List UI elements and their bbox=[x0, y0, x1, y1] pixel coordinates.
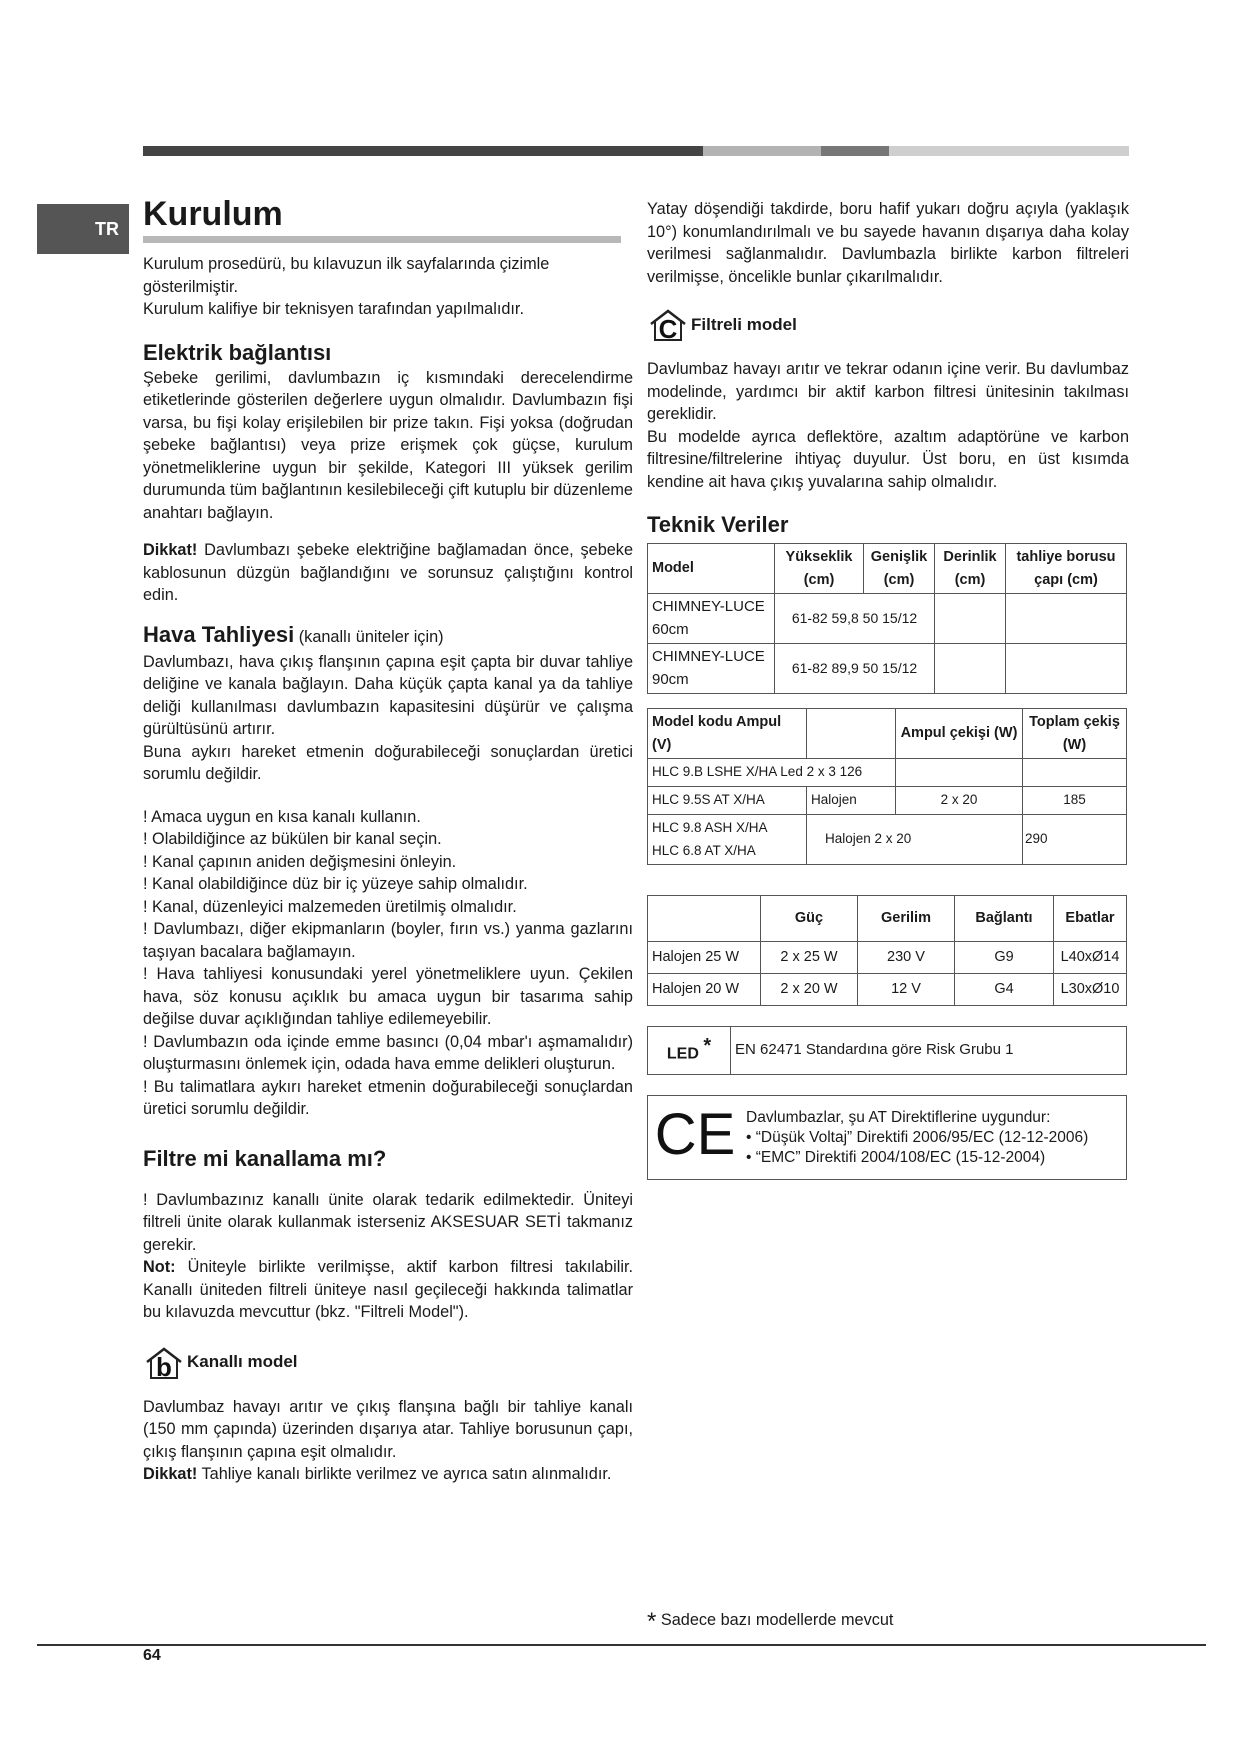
table-cell: HLC 9.B LSHE X/HA Led 2 x 3 126 bbox=[648, 759, 896, 787]
list-item: ! Amaca uygun en kısa kanalı kullanın. bbox=[143, 807, 421, 826]
ducted-house-icon bbox=[143, 1346, 185, 1380]
language-tab-label: TR bbox=[95, 218, 119, 239]
ce-line: Davlumbazlar, şu AT Direktiflerine uygundur: bbox=[746, 1108, 1051, 1126]
led-table bbox=[647, 1026, 1127, 1075]
list-item: ! Hava tahliyesi konusundaki yerel yönetmeliklere uyun. Çekilen hava, söz konusu açıklık bu amaca uygun bir tasarıma sahip değilse duvar açıklığından tahliye edilemeyebilir. bbox=[143, 965, 633, 1028]
table-header: Derinlik (cm) bbox=[935, 544, 1006, 594]
warning-text: Davlumbazı şebeke elektriğine bağlamadan önce, şebeke kablosunun düzgün bağlandığını ve sorunsuz çalıştığını kontrol edin. bbox=[143, 541, 633, 604]
table-cell bbox=[896, 759, 1023, 787]
table-cell: L30xØ10 bbox=[1054, 974, 1127, 1006]
section-title-hava bbox=[143, 621, 633, 651]
table-cell: Halojen 25 W bbox=[648, 942, 761, 974]
list-item: ! Kanal çapının aniden değişmesini önleyin. bbox=[143, 852, 457, 871]
footer-rule bbox=[37, 1644, 1206, 1646]
ce-text-cell bbox=[742, 1096, 1127, 1180]
model-code: HLC 9.8 ASH X/HA bbox=[652, 820, 768, 835]
section-title-kurulum: Kurulum bbox=[143, 195, 283, 233]
table-cell: CHIMNEY-LUCE 60cm bbox=[648, 594, 775, 644]
filtre-note bbox=[143, 1256, 633, 1324]
table-row bbox=[648, 1096, 1127, 1180]
language-tab bbox=[37, 204, 129, 254]
table-row bbox=[648, 1027, 1127, 1075]
table-cell: HLC 9.5S AT X/HA bbox=[648, 787, 807, 815]
table-cell: 61-82 89,9 50 15/12 bbox=[775, 644, 935, 694]
table-header: Model bbox=[648, 544, 775, 594]
warning-label: Dikkat! bbox=[143, 541, 198, 559]
hava-title-text: Hava Tahliyesi bbox=[143, 621, 295, 647]
table-cell: 2 x 20 W bbox=[761, 974, 858, 1006]
hava-p2: Buna aykırı hareket etmenin doğurabileceği sonuçlardan üretici sorumlu değildir. bbox=[143, 742, 633, 783]
table-cell: 290 bbox=[1023, 815, 1127, 865]
table-header: Ebatlar bbox=[1054, 896, 1127, 942]
section-title-teknik: Teknik Veriler bbox=[647, 512, 789, 537]
table-cell bbox=[1006, 644, 1127, 694]
kanalli-p1: Davlumbaz havayı arıtır ve çıkış flanşına bağlı bir tahliye kanalı (150 mm çapında) üzerinden dışarıya atar. Tahliye borusunun çapı, çıkış flanşının çapına eşit olmalıdır. bbox=[143, 1397, 633, 1461]
header-bar-light bbox=[703, 146, 821, 156]
kurulum-p1: Kurulum prosedürü, bu kılavuzun ilk sayfalarında çizimle gösterilmiştir. bbox=[143, 255, 550, 296]
ce-mark-text: CE bbox=[654, 1101, 736, 1167]
dimensions-table bbox=[647, 543, 1127, 694]
list-item: ! Davlumbazı, diğer ekipmanların (boyler, fırın vs.) yanma gazlarını taşıyan bacalara bağlamayın. bbox=[143, 920, 633, 961]
filtre-p1: ! Davlumbazınız kanallı ünite olarak tedarik edilmektedir. Üniteyi filtreli ünite olarak kullanmak isterseniz AKSESUAR SETİ takmanız gerekir. bbox=[143, 1190, 633, 1254]
table-header: Ampul çekişi (W) bbox=[896, 709, 1023, 759]
table-header bbox=[648, 896, 761, 942]
page-number: 64 bbox=[143, 1647, 161, 1664]
ce-line: • “EMC” Direktifi 2004/108/EC (15-12-2004) bbox=[746, 1148, 1046, 1166]
table-header: Güç bbox=[761, 896, 858, 942]
kanalli-heading bbox=[143, 1346, 633, 1380]
table-header: Yükseklik (cm) bbox=[775, 544, 864, 594]
led-star: * bbox=[703, 1035, 712, 1058]
table-cell: Halojen 20 W bbox=[648, 974, 761, 1006]
table-cell: 2 x 20 bbox=[896, 787, 1023, 815]
right-column bbox=[647, 198, 1129, 1180]
lamp-table bbox=[647, 708, 1127, 865]
table-cell: L40xØ14 bbox=[1054, 942, 1127, 974]
table-cell: Halojen bbox=[807, 787, 896, 815]
list-item: ! Kanal, düzenleyici malzemeden üretilmiş olmalıdır. bbox=[143, 897, 517, 916]
model-code: HLC 6.8 AT X/HA bbox=[652, 842, 756, 858]
footnote bbox=[647, 1608, 893, 1636]
table-header: Bağlantı bbox=[955, 896, 1054, 942]
table-header: Model kodu Ampul (V) bbox=[648, 709, 807, 759]
kurulum-p2: Kurulum kalifiye bir teknisyen tarafından yapılmalıdır. bbox=[143, 300, 524, 318]
note-text: Üniteyle birlikte verilmişse, aktif karbon filtresi takılabilir. Kanallı üniteden filtreli üniteye nasıl geçileceği hakkında talimatlar bu kılavuzda mevcuttur (bkz. "Filtreli Model"). bbox=[143, 1258, 633, 1321]
table-header bbox=[807, 709, 896, 759]
footnote-star: * bbox=[647, 1608, 657, 1635]
table-header: Genişlik (cm) bbox=[864, 544, 935, 594]
table-row bbox=[648, 759, 1127, 787]
footnote-text: Sadece bazı modellerde mevcut bbox=[656, 1611, 894, 1629]
led-label: LED bbox=[666, 1045, 699, 1063]
filtreli-heading bbox=[647, 308, 1129, 342]
filtreli-p1: Davlumbaz havayı arıtır ve tekrar odanın içine verir. Bu davlumbaz modelinde, yardımcı bir aktif karbon filtresi ünitesinin takılması gereklidir. bbox=[647, 360, 1129, 423]
table-cell: 61-82 59,8 50 15/12 bbox=[775, 594, 935, 644]
header-bar-mid bbox=[821, 146, 889, 156]
right-intro: Yatay döşendiği takdirde, boru hafif yukarı doğru açıyla (yaklaşık 10°) konumlandırılmalı ve bu sayede havanın dışarıya daha kolay verilmesi sağlanmalıdır. Davlumbazla birlikte karbon filtreleri verilmişse, öncelikle bunlar çıkarılmalıdır. bbox=[647, 200, 1129, 286]
list-item: ! Bu talimatlara aykırı hareket etmenin doğurabileceği sonuçlardan üretici sorumlu değildir. bbox=[143, 1077, 633, 1118]
header-bar-pale bbox=[889, 146, 1129, 156]
table-row bbox=[648, 787, 1127, 815]
table-cell: CHIMNEY-LUCE 90cm bbox=[648, 644, 775, 694]
left-column bbox=[143, 194, 633, 1486]
kanalli-warning bbox=[143, 1463, 633, 1486]
table-header: tahliye borusu çapı (cm) bbox=[1006, 544, 1127, 594]
ce-mark-icon bbox=[654, 1101, 736, 1167]
table-cell: G9 bbox=[955, 942, 1054, 974]
ducted-icon-letter: b bbox=[156, 1351, 172, 1382]
table-cell bbox=[1023, 759, 1127, 787]
kanalli-title: Kanallı model bbox=[187, 1352, 298, 1372]
bulb-table bbox=[647, 895, 1127, 1006]
table-cell: 230 V bbox=[858, 942, 955, 974]
hava-p1: Davlumbazı, hava çıkış flanşının çapına eşit çapta bir duvar tahliye deliğine ve kanala bağlayın. Daha küçük çapta kanal ya da tahliye deliği kullanılması davlumbazın kapasitesini düşürür ve çalışma gürültüsünü artırır. bbox=[143, 652, 633, 738]
ce-mark-cell bbox=[648, 1096, 743, 1180]
table-cell: Halojen 2 x 20 bbox=[807, 815, 1023, 865]
table-cell bbox=[935, 644, 1006, 694]
table-header: Toplam çekiş (W) bbox=[1023, 709, 1127, 759]
elektrik-body: Şebeke gerilimi, davlumbazın iç kısmındaki derecelendirme etiketlerinde gösterilen değerlere uygun olmalıdır. Davlumbazın fişi varsa, bu fişi kolay erişilebilen bir prize takın. Fişi yoksa (doğrudan şebeke bağlantısı) veya prize erişmek çok güçse, kurulum yönetmeliklerine uygun bir şekilde, Kategori III yüksek gerilim durumunda tüm bağlantının kesilebileceği çift kutuplu bir düzenleme anahtarı bağlayın. bbox=[143, 368, 633, 522]
note-label: Not: bbox=[143, 1258, 176, 1276]
table-header: Gerilim bbox=[858, 896, 955, 942]
ce-line: • “Düşük Voltaj” Direktifi 2006/95/EC (12-12-2006) bbox=[746, 1128, 1089, 1146]
table-row bbox=[648, 594, 1127, 644]
table-cell bbox=[935, 594, 1006, 644]
table-cell: G4 bbox=[955, 974, 1054, 1006]
table-row bbox=[648, 974, 1127, 1006]
title-underline bbox=[143, 236, 621, 243]
list-item: ! Davlumbazın oda içinde emme basıncı (0,04 mbar'ı aşmamalıdır) oluşturmasını önlemek için, odada hava emme delikleri oluşturun. bbox=[143, 1032, 633, 1073]
ce-table bbox=[647, 1095, 1127, 1180]
section-title-filtre: Filtre mi kanallama mı? bbox=[143, 1145, 387, 1171]
filter-icon-letter: C bbox=[658, 314, 678, 344]
table-cell: 2 x 25 W bbox=[761, 942, 858, 974]
list-item: ! Olabildiğince az bükülen bir kanal seçin. bbox=[143, 830, 442, 848]
table-row bbox=[648, 942, 1127, 974]
hava-bullets bbox=[143, 806, 633, 1121]
table-cell bbox=[648, 815, 807, 865]
section-title-elektrik: Elektrik bağlantısı bbox=[143, 339, 332, 365]
elektrik-warning bbox=[143, 539, 633, 607]
filtreli-p2: Bu modelde ayrıca deflektöre, azaltım adaptörüne ve karbon filtresine/filtrelerine ihtiyaç duyulur. Üst boru, en üst kısımda kendine ait hava çıkış yuvalarına sahip olmalıdır. bbox=[647, 427, 1129, 491]
table-row bbox=[648, 815, 1127, 865]
led-text: EN 62471 Standardına göre Risk Grubu 1 bbox=[731, 1027, 1127, 1075]
table-cell bbox=[1006, 594, 1127, 644]
warning-label: Dikkat! bbox=[143, 1465, 198, 1483]
header-bar-dark bbox=[143, 146, 703, 156]
led-cell bbox=[648, 1027, 731, 1075]
table-cell: 12 V bbox=[858, 974, 955, 1006]
table-cell: 185 bbox=[1023, 787, 1127, 815]
list-item: ! Kanal olabildiğince düz bir iç yüzeye sahip olmalıdır. bbox=[143, 875, 528, 893]
filter-house-icon bbox=[647, 308, 689, 342]
filtreli-title: Filtreli model bbox=[691, 314, 797, 334]
warning-text: Tahliye kanalı birlikte verilmez ve ayrıca satın alınmalıdır. bbox=[197, 1465, 612, 1483]
hava-subtitle: (kanallı üniteler için) bbox=[294, 627, 444, 646]
table-row bbox=[648, 644, 1127, 694]
